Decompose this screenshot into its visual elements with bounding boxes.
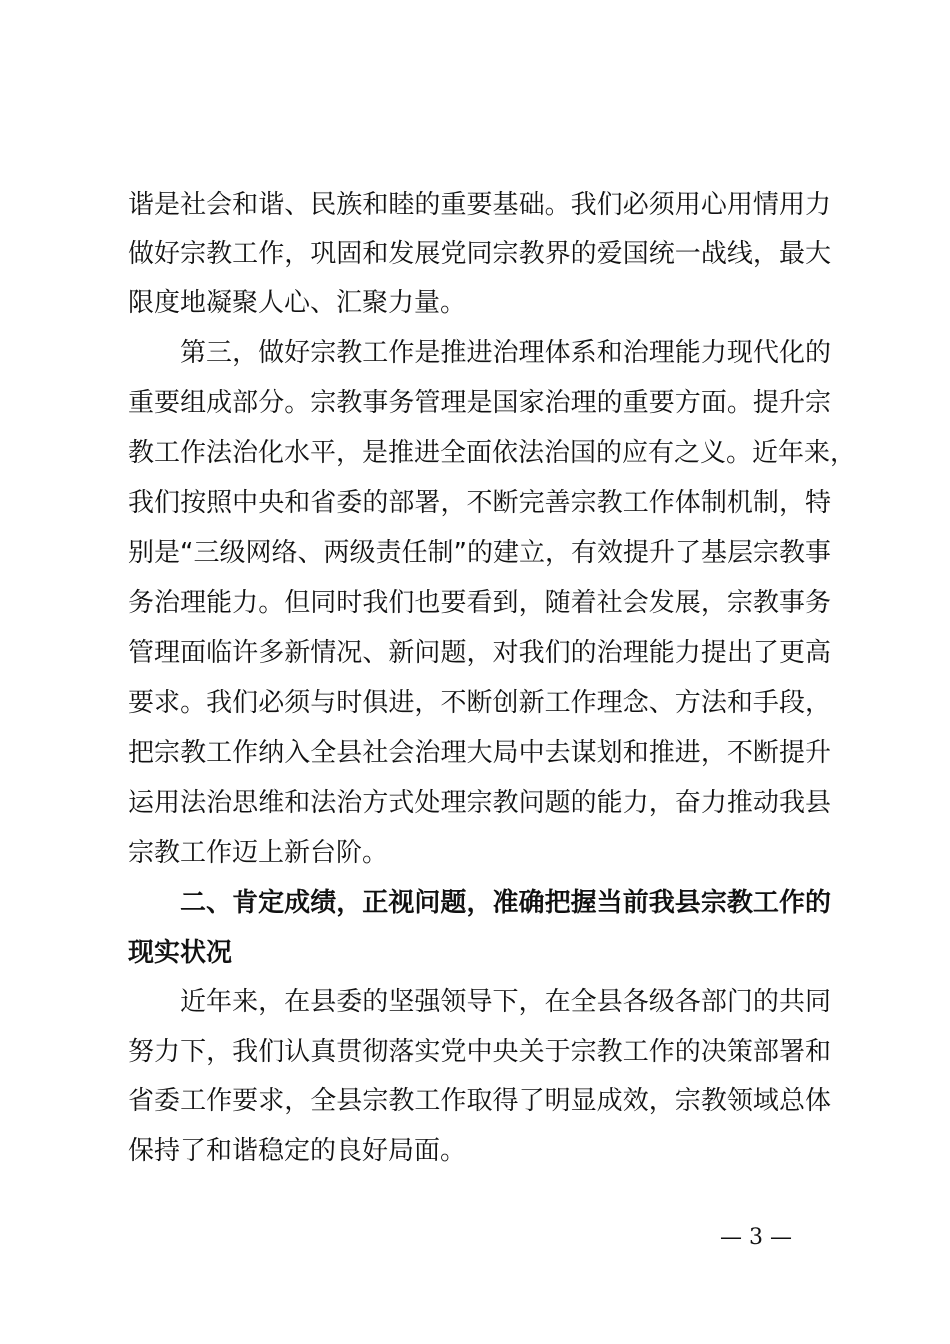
body-line: 教工作法治化水平，是推进全面依法治国的应有之义。近年来， [128,438,857,468]
body-line: 宗教工作迈上新台阶。 [128,838,389,868]
body-line: 省委工作要求，全县宗教工作取得了明显成效，宗教领域总体 [128,1086,831,1116]
body-line: 重要组成部分。宗教事务管理是国家治理的重要方面。提升宗 [128,388,831,418]
paragraph-start-line: 第三，做好宗教工作是推进治理体系和治理能力现代化的 [180,338,831,368]
body-line: 把宗教工作纳入全县社会治理大局中去谋划和推进，不断提升 [128,738,831,768]
body-line: 做好宗教工作，巩固和发展党同宗教界的爱国统一战线，最大 [128,239,831,269]
body-line: 务治理能力。但同时我们也要看到，随着社会发展，宗教事务 [128,588,831,618]
body-line: 谐是社会和谐、民族和睦的重要基础。我们必须用心用情用力 [128,190,831,220]
body-line: 我们按照中央和省委的部署，不断完善宗教工作体制机制，特 [128,488,831,518]
section-heading: 二、肯定成绩，正视问题，准确把握当前我县宗教工作的 [180,888,831,918]
body-line: 努力下，我们认真贯彻落实党中央关于宗教工作的决策部署和 [128,1037,831,1067]
body-line: 运用法治思维和法治方式处理宗教问题的能力，奋力推动我县 [128,788,831,818]
paragraph-start-line: 近年来，在县委的坚强领导下，在全县各级各部门的共同 [180,987,831,1017]
body-line: 别是“三级网络、两级责任制”的建立，有效提升了基层宗教事 [128,538,831,568]
body-line: 限度地凝聚人心、汇聚力量。 [128,288,467,318]
body-line: 要求。我们必须与时俱进，不断创新工作理念、方法和手段， [128,688,831,718]
page-number: — 3 — [720,1225,792,1250]
section-heading-cont: 现实状况 [128,938,233,968]
body-line: 管理面临许多新情况、新问题，对我们的治理能力提出了更高 [128,638,831,668]
body-line: 保持了和谐稳定的良好局面。 [128,1136,467,1166]
